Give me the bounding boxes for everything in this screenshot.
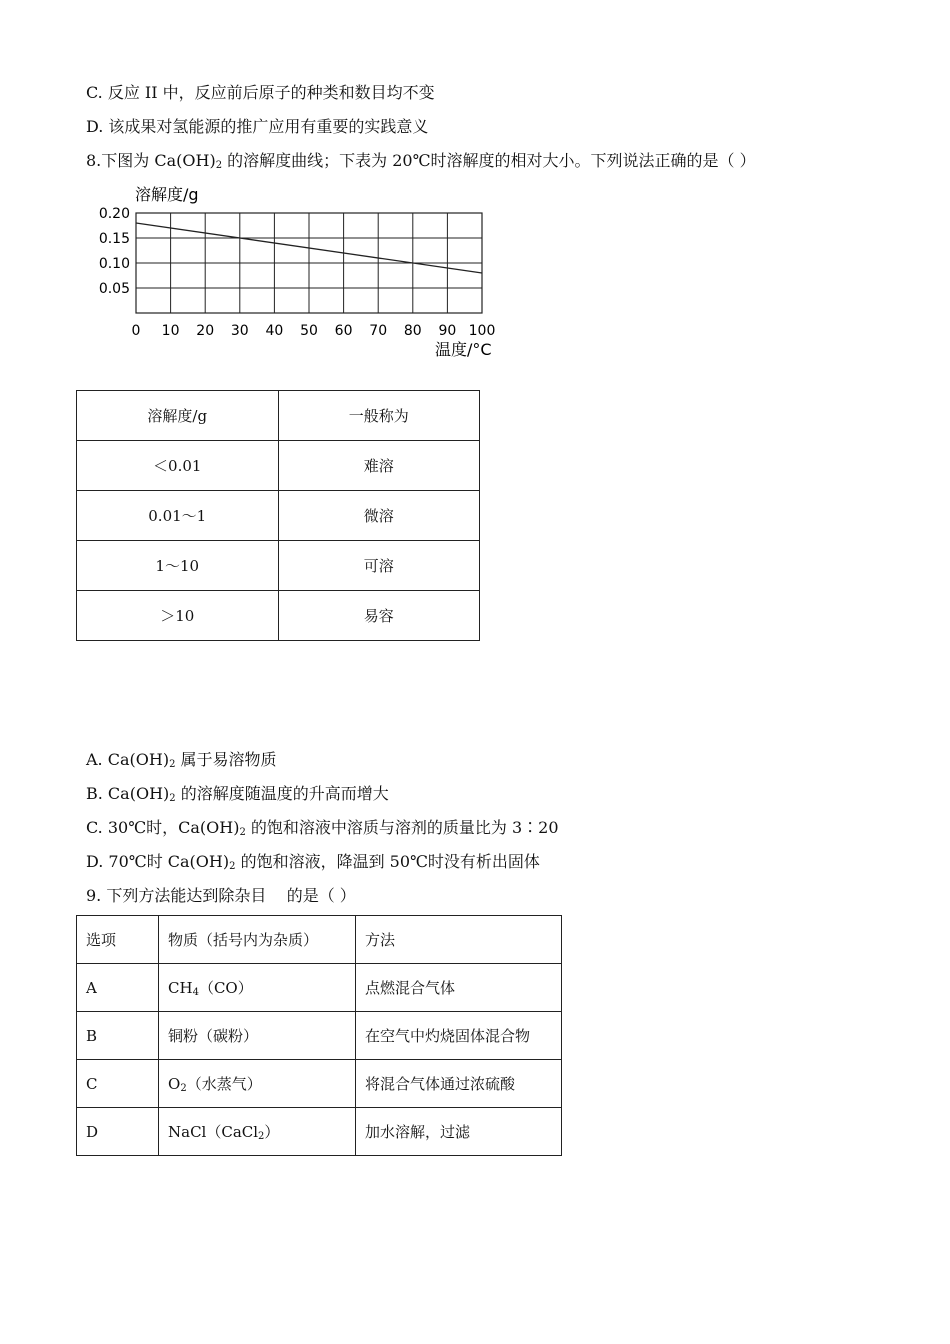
x-tick-label: 10 xyxy=(161,323,180,339)
q7-option-d: D. 该成果对氢能源的推广应用有重要的实践意义 xyxy=(86,117,429,136)
x-tick-labels xyxy=(132,323,496,339)
header-solubility: 溶解度/g xyxy=(77,391,279,441)
y-tick-labels xyxy=(99,206,130,297)
x-tick-label: 30 xyxy=(230,323,249,339)
solubility-chart xyxy=(90,183,510,363)
y-tick-label: 0.20 xyxy=(98,206,130,222)
header-option: 选项 xyxy=(77,916,159,964)
y-tick-label: 0.05 xyxy=(98,281,130,297)
table-row: A $CH_4(CO)$ 点燃混合气体 xyxy=(77,964,562,1012)
q8-option-c: C. 30℃时，$Ca(OH)_2$ 的饱和溶液中溶质与溶剂的质量比为 3∶20 xyxy=(86,818,559,838)
q8-stem: 8.下图为 $Ca(OH)_2$ 的溶解度曲线；下表为 20℃时溶解度的相对大小。下列说法正确的是（ ） xyxy=(86,151,756,171)
header-substance: 物质（括号内为杂质） xyxy=(159,916,356,964)
q8-option-d: D. 70℃时 $Ca(OH)_2$ 的饱和溶液，降温到 50℃时没有析出固体 xyxy=(86,852,540,872)
q8-option-b: B. $Ca(OH)_2$ 的溶解度随温度的升高而增大 xyxy=(86,784,389,804)
x-tick-label: 90 xyxy=(438,323,457,339)
table-row: 1～10 可溶 xyxy=(77,541,480,591)
header-name: 一般称为 xyxy=(278,391,480,441)
x-tick-label: 0 xyxy=(131,323,141,339)
q8-option-a: A. $Ca(OH)_2$ 属于易溶物质 xyxy=(86,750,277,770)
purification-table xyxy=(76,915,562,1156)
x-tick-label: 100 xyxy=(468,323,496,339)
q9-stem: 9. 下列方法能达到除杂目 的是（ ） xyxy=(86,886,356,905)
x-tick-label: 80 xyxy=(403,323,422,339)
table-header-row xyxy=(77,391,480,441)
table-row: D NaCl（CaCl$_2$） 加水溶解，过滤 xyxy=(77,1108,562,1156)
solubility-class-table xyxy=(76,390,480,641)
y-tick-label: 0.15 xyxy=(98,231,130,247)
chart-grid xyxy=(136,213,482,313)
x-tick-label: 60 xyxy=(334,323,353,339)
table-row: C $O_2$（水蒸气） 将混合气体通过浓硫酸 xyxy=(77,1060,562,1108)
q7-option-c: C. 反应 II 中，反应前后原子的种类和数目均不变 xyxy=(86,83,435,102)
y-axis-label: 溶解度/g xyxy=(135,185,199,204)
table-header-row xyxy=(77,916,562,964)
x-axis-label: 温度/°C xyxy=(435,340,492,359)
x-tick-label: 50 xyxy=(300,323,318,339)
x-tick-label: 20 xyxy=(196,323,215,339)
y-tick-label: 0.10 xyxy=(98,256,130,272)
header-method: 方法 xyxy=(356,916,562,964)
table-row: ＞10 易容 xyxy=(77,591,480,641)
x-tick-label: 40 xyxy=(265,323,284,339)
table-row: B 铜粉（碳粉） 在空气中灼烧固体混合物 xyxy=(77,1012,562,1060)
table-row: ＜0.01 难溶 xyxy=(77,441,480,491)
x-tick-label: 70 xyxy=(369,323,388,339)
table-row: 0.01～1 微溶 xyxy=(77,491,480,541)
